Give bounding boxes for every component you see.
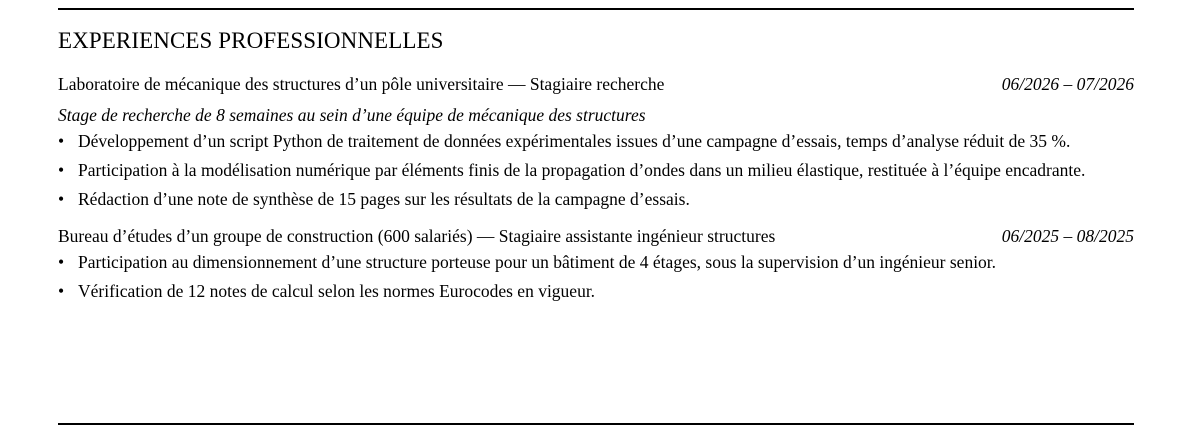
- experience-entry: [58, 225, 1134, 306]
- bullet-icon: •: [58, 189, 65, 209]
- bullet-list: [58, 248, 1134, 306]
- entry-dates: 06/2025 – 08/2025: [1001, 226, 1134, 246]
- bullet-text: Participation au dimensionnement d’une structure porteuse pour un bâtiment de 4 étages, sous la supervision d’un ingénieur senior.: [78, 252, 997, 272]
- bullet-text: Vérification de 12 notes de calcul selon les normes Eurocodes en vigueur.: [78, 281, 596, 301]
- bullet-item: [58, 277, 1098, 306]
- bullet-item: [58, 185, 1098, 214]
- bullet-icon: •: [58, 160, 65, 180]
- entry-header: [58, 73, 1134, 95]
- bullet-list: [58, 127, 1134, 214]
- entry-header: [58, 225, 1134, 247]
- experience-section: [58, 8, 1134, 306]
- bullet-text: Rédaction d’une note de synthèse de 15 pages sur les résultats de la campagne d’essais.: [78, 189, 690, 209]
- bullet-item: [58, 156, 1098, 185]
- bullet-icon: •: [58, 252, 65, 272]
- bullet-text: Développement d’un script Python de traitement de données expérimentales issues d’une campagne d’essais, temps d’analyse réduit de 35 %.: [78, 131, 1071, 151]
- section-title: EXPERIENCES PROFESSIONNELLES: [58, 28, 444, 53]
- bullet-icon: •: [58, 131, 65, 151]
- entry-organization-role: Bureau d’études d’un groupe de construction (600 salariés) — Stagiaire assistante ingénieur structures: [58, 226, 776, 246]
- experience-entry: [58, 73, 1134, 214]
- bottom-divider: [58, 423, 1134, 425]
- bullet-item: [58, 248, 1098, 277]
- bullet-text: Participation à la modélisation numérique par éléments finis de la propagation d’ondes dans un milieu élastique, restituée à l’équipe encadrante.: [78, 160, 1086, 180]
- bullet-item: [58, 127, 1098, 156]
- entry-subtitle: Stage de recherche de 8 semaines au sein d’une équipe de mécanique des structures: [58, 105, 646, 125]
- entry-organization-role: Laboratoire de mécanique des structures d’un pôle universitaire — Stagiaire recherche: [58, 74, 665, 94]
- bullet-icon: •: [58, 281, 65, 301]
- top-divider: [58, 8, 1134, 10]
- entry-dates: 06/2026 – 07/2026: [1001, 74, 1134, 94]
